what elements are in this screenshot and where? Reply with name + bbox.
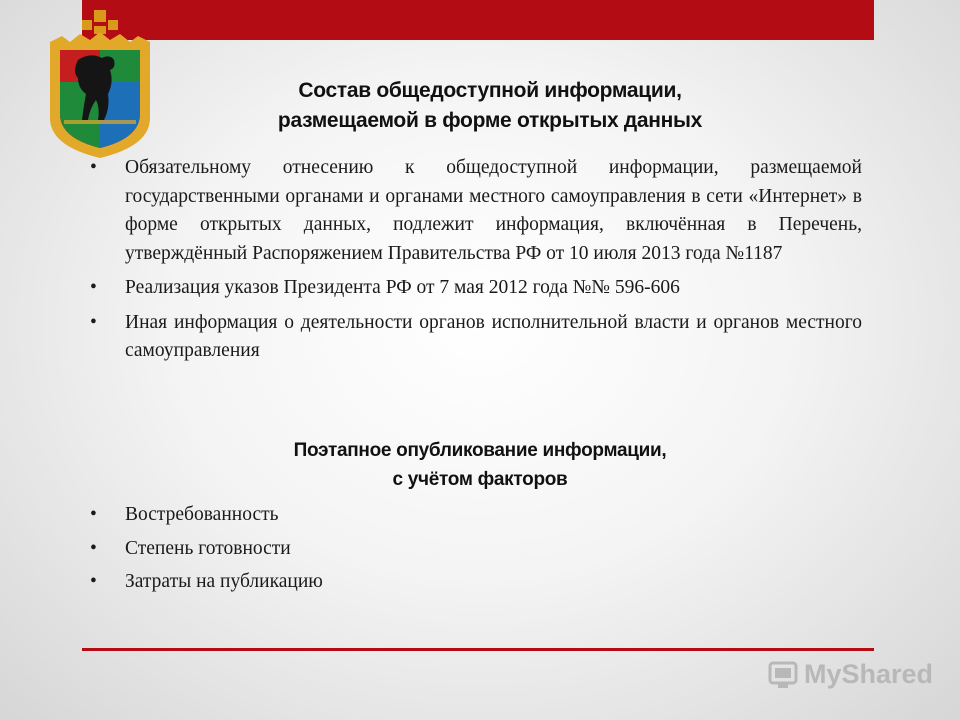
- top-accent-bar: [82, 0, 874, 40]
- factors-bullet-list: [90, 501, 862, 602]
- content-bullet-list: [90, 154, 862, 372]
- section-subtitle-line-2: с учётом факторов: [392, 469, 568, 490]
- factor-item: • Востребованность: [90, 501, 862, 530]
- section-subtitle-line-1: Поэтапное опубликование информации,: [293, 440, 667, 461]
- factor-item: • Затраты на публикацию: [90, 568, 862, 597]
- bottom-accent-line: [82, 648, 874, 651]
- slide-title: [200, 76, 780, 136]
- watermark-text: MyShared: [804, 658, 934, 689]
- myshared-logo-icon: [766, 657, 800, 691]
- myshared-watermark: [766, 656, 933, 692]
- factor-item: • Степень готовности: [90, 535, 862, 564]
- bullet-item: • Реализация указов Президента РФ от 7 мая 2012 года №№ 596-606: [90, 274, 862, 303]
- slide-title-line-2: размещаемой в форме открытых данных: [277, 109, 703, 132]
- bullet-item: • Обязательному отнесению к общедоступной информации, размещаемой государственными органами и органами местного самоуправления в сети «Интернет» в форме открытых данных, подлежит информация, включённая в Перечень, утверждённый Распоряжением Правительства РФ от 10 июля 2013 года №1187: [90, 154, 862, 268]
- bullet-item: • Иная информация о деятельности органов исполнительной власти и органов местного самоуправления: [90, 309, 862, 366]
- section-subtitle: [200, 436, 760, 494]
- slide-title-line-1: Состав общедоступной информации,: [298, 79, 682, 102]
- karelia-coat-of-arms-icon: [44, 8, 156, 160]
